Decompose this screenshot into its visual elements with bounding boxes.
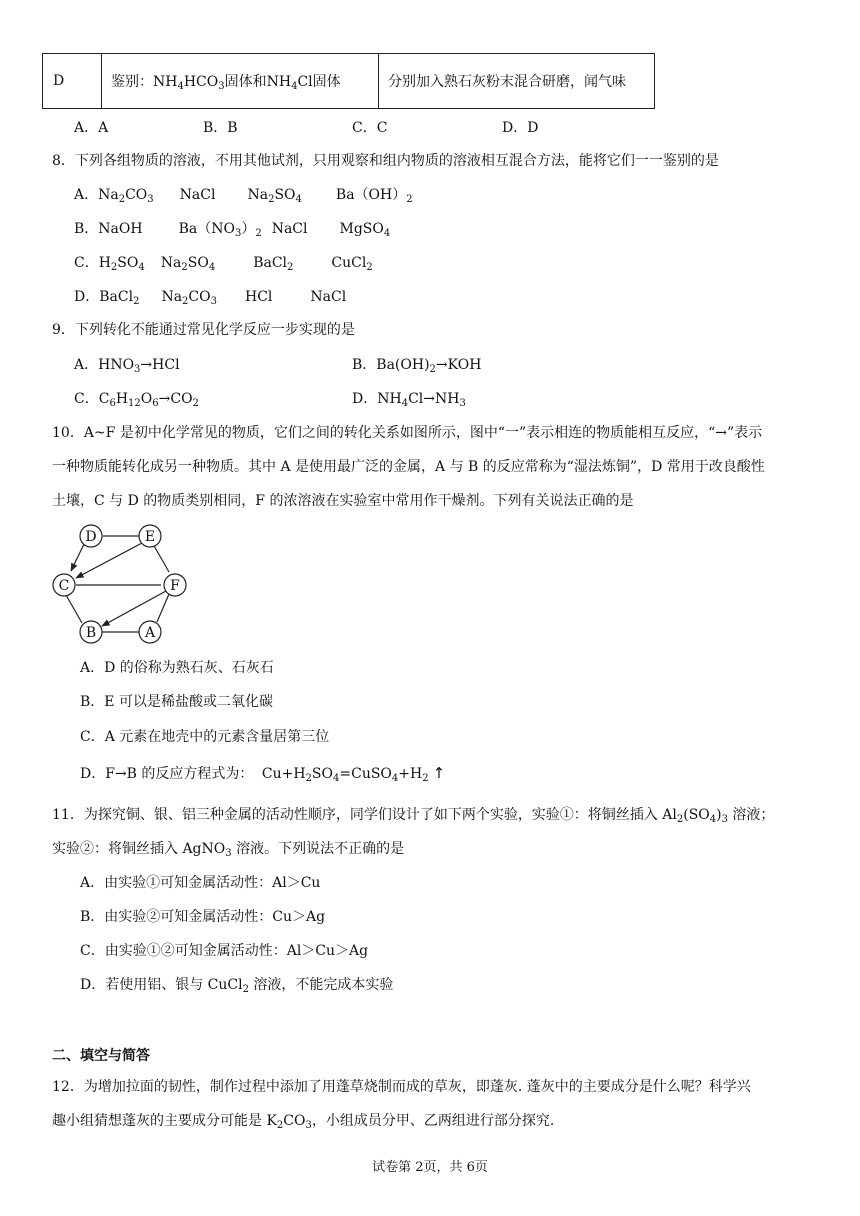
text: 溶液；: [727, 807, 775, 823]
formula-part: NH: [266, 74, 292, 90]
text: D．若使用铝、银与 CuCl: [80, 977, 243, 993]
equation: [262, 766, 445, 782]
text: Cl→NH: [408, 391, 460, 407]
text: SO: [117, 255, 139, 271]
text: NaCl: [310, 289, 347, 305]
formula-part: =CuSO: [339, 766, 392, 782]
task-mid: 固体和: [224, 74, 267, 90]
subscript: 4: [291, 81, 298, 92]
subscript: 3: [459, 398, 466, 409]
subscript: 6: [109, 398, 116, 409]
q8-option-d: [74, 287, 346, 307]
formula-part: NH: [153, 74, 178, 90]
q11-stem-line1: [52, 805, 774, 825]
table-row: [43, 54, 655, 109]
text: (SO: [683, 807, 710, 823]
subscript: 2: [242, 984, 249, 995]
text: A．HNO: [74, 357, 135, 373]
text: NaCl: [271, 221, 308, 237]
text: D．BaCl: [74, 289, 134, 305]
subscript: 3: [147, 194, 154, 205]
formula-part: Cl: [297, 74, 313, 90]
task-prefix: 鉴别：: [111, 74, 153, 90]
q9-option-a: [74, 355, 180, 375]
subscript: 4: [208, 262, 216, 273]
q10-option-b: B．E 可以是稀盐酸或二氧化碳: [80, 694, 273, 710]
text: →HCl: [140, 357, 180, 373]
text: O: [140, 391, 153, 407]
q8-stem: 8．下列各组物质的溶液，不用其他试剂，只用观察和组内物质的溶液相互混合方法，能将它们一一鉴别的是: [52, 153, 719, 169]
text: Ba（OH）: [335, 187, 407, 203]
q9-option-b: [352, 355, 481, 375]
q7-option-c: C．C: [352, 120, 388, 136]
subscript: 2: [133, 296, 140, 307]
subscript: 2: [255, 228, 262, 239]
text: ，小组成员分甲、乙两组进行部分探究.: [311, 1113, 555, 1129]
subscript: 2: [181, 262, 188, 273]
text: CuCl: [331, 255, 367, 271]
subscript: 3: [210, 296, 217, 307]
subscript: 2: [118, 194, 126, 205]
text: A．Na: [74, 187, 119, 203]
subscript: 3: [234, 228, 242, 239]
table-cell-task: [102, 54, 379, 109]
subscript: 3: [305, 1120, 312, 1131]
node-label-c: C: [58, 578, 70, 594]
subscript: 12: [128, 398, 141, 409]
subscript: 2: [676, 814, 684, 825]
text: SO: [274, 187, 296, 203]
node-label-a: A: [144, 625, 156, 641]
text: C．H: [74, 255, 111, 271]
up-arrow-icon: ↑: [432, 764, 446, 782]
text: CO: [283, 1113, 306, 1129]
subscript: 2: [182, 296, 189, 307]
q11-option-b: B．由实验②可知金属活动性：Cu＞Ag: [80, 909, 326, 925]
text: H: [115, 391, 129, 407]
text: BaCl: [253, 255, 288, 271]
text: →KOH: [435, 357, 482, 373]
subscript: 6: [152, 398, 159, 409]
text: ）: [241, 221, 256, 237]
subscript: 2: [429, 364, 436, 375]
node-label-d: D: [85, 529, 97, 545]
text: Ba（NO: [178, 221, 235, 237]
q10-stem-line1: 10．A~F 是初中化学常见的物质，它们之间的转化关系如图所示，图中“一”表示相连的物质能相互反应，“→”表示: [52, 425, 763, 441]
subscript: 2: [406, 194, 413, 205]
subscript: 2: [287, 262, 294, 273]
subscript: 3: [225, 848, 232, 859]
node-label-f: F: [170, 578, 180, 594]
formula-part: SO: [311, 766, 333, 782]
section-heading: 二、填空与简答: [52, 1048, 150, 1064]
q7-option-a: A．A: [74, 120, 109, 136]
text: HCl: [245, 289, 273, 305]
q9-option-c: [74, 389, 199, 409]
q12-stem-line1: 12．为增加拉面的韧性，制作过程中添加了用蓬草烧制而成的草灰，即蓬灰. 蓬灰中的主要成分是什么呢？科学兴: [52, 1079, 751, 1095]
subscript: 4: [333, 773, 340, 784]
row-label: D: [53, 73, 65, 89]
q7-option-b: B．B: [203, 120, 238, 136]
q9-option-d: [352, 389, 466, 409]
subscript: 3: [134, 364, 141, 375]
subscript: 3: [721, 814, 728, 825]
table-cell-label: [43, 54, 102, 109]
q10-stem-line3: 土壤，C 与 D 的物质类别相同，F 的浓溶液在实验室中常用作干燥剂。下列有关说法正确的是: [52, 493, 634, 509]
q11-stem-line2: [52, 839, 404, 859]
transformation-diagram: [46, 520, 196, 646]
text: Na: [161, 289, 183, 305]
text: MgSO: [339, 221, 384, 237]
task-text: [111, 74, 341, 90]
subscript: 2: [192, 398, 199, 409]
table-cell-method: [379, 54, 655, 109]
q7-option-d: D．D: [502, 120, 539, 136]
node-label-e: E: [144, 529, 156, 545]
q9-stem: 9．下列转化不能通过常见化学反应一步实现的是: [52, 322, 355, 338]
text: B．NaOH: [74, 221, 143, 237]
formula-part: +H: [398, 766, 423, 782]
subscript: 4: [138, 262, 145, 273]
edge-d-c: [71, 544, 84, 571]
q10-option-d: [80, 763, 445, 784]
q11-option-a: A．由实验①可知金属活动性：Al＞Cu: [80, 875, 321, 891]
text: SO: [187, 255, 209, 271]
text: 溶液。下列说法不正确的是: [231, 841, 405, 857]
text: D．NH: [352, 391, 402, 407]
q11-option-c: C．由实验①②可知金属活动性：Al＞Cu＞Ag: [80, 943, 369, 959]
edge-c-b: [66, 595, 82, 623]
subscript: 2: [276, 1120, 284, 1131]
subscript: 2: [305, 773, 312, 784]
answer-table: [42, 53, 655, 109]
edge-e-c: [76, 543, 142, 578]
subscript: 4: [295, 194, 302, 205]
text: C．C: [74, 391, 110, 407]
edge-e-f: [153, 544, 169, 572]
text: B．Ba(OH): [352, 357, 430, 373]
q8-option-c: [74, 253, 373, 273]
subscript: 2: [366, 262, 373, 273]
q11-option-d: [80, 975, 393, 995]
q10-stem-line2: 一种物质能转化成另一种物质。其中 A 是使用最广泛的金属，A 与 B 的反应常称为“湿法炼铜”，D 常用于改良酸性: [52, 459, 765, 475]
edge-f-a: [157, 594, 169, 622]
text: 11．为探究铜、银、铝三种金属的活动性顺序，同学们设计了如下两个实验，实验①：将铜丝插入 Al: [52, 807, 677, 823]
text: →CO: [158, 391, 193, 407]
text: CO: [188, 289, 211, 305]
text: 实验②：将铜丝插入 AgNO: [52, 841, 226, 857]
q10-option-a: A．D 的俗称为熟石灰、石灰石: [80, 660, 274, 676]
text: CO: [125, 187, 148, 203]
q8-option-b: [74, 219, 390, 239]
text: Na: [247, 187, 269, 203]
subscript: 2: [268, 194, 275, 205]
subscript: 2: [110, 262, 118, 273]
method-text: 分别加入熟石灰粉末混合研磨，闻气味: [388, 74, 626, 90]
formula-part: HCO: [183, 74, 219, 90]
node-label-b: B: [85, 625, 97, 641]
q10-option-c: C．A 元素在地壳中的元素含量居第三位: [80, 729, 330, 745]
q8-option-a: [74, 185, 413, 205]
subscript: 4: [709, 814, 717, 825]
subscript: 2: [422, 773, 429, 784]
text: NaCl: [179, 187, 216, 203]
formula-part: Cu+H: [261, 766, 306, 782]
page-footer: 试卷第 2页，共 6页: [372, 1160, 488, 1175]
text: D．F→B 的反应方程式为：: [80, 766, 254, 782]
q12-stem-line2: [52, 1111, 554, 1131]
task-suffix: 固体: [312, 74, 341, 90]
edge-f-b: [102, 591, 166, 626]
subscript: 3: [218, 81, 225, 92]
subscript: 4: [177, 81, 184, 92]
subscript: 4: [401, 398, 409, 409]
subscript: 4: [383, 228, 391, 239]
subscript: 4: [391, 773, 399, 784]
text: 趣小组猜想蓬灰的主要成分可能是 K: [52, 1113, 277, 1129]
text: Na: [160, 255, 182, 271]
text: ): [716, 807, 722, 823]
text: 溶液，不能完成本实验: [248, 977, 394, 993]
